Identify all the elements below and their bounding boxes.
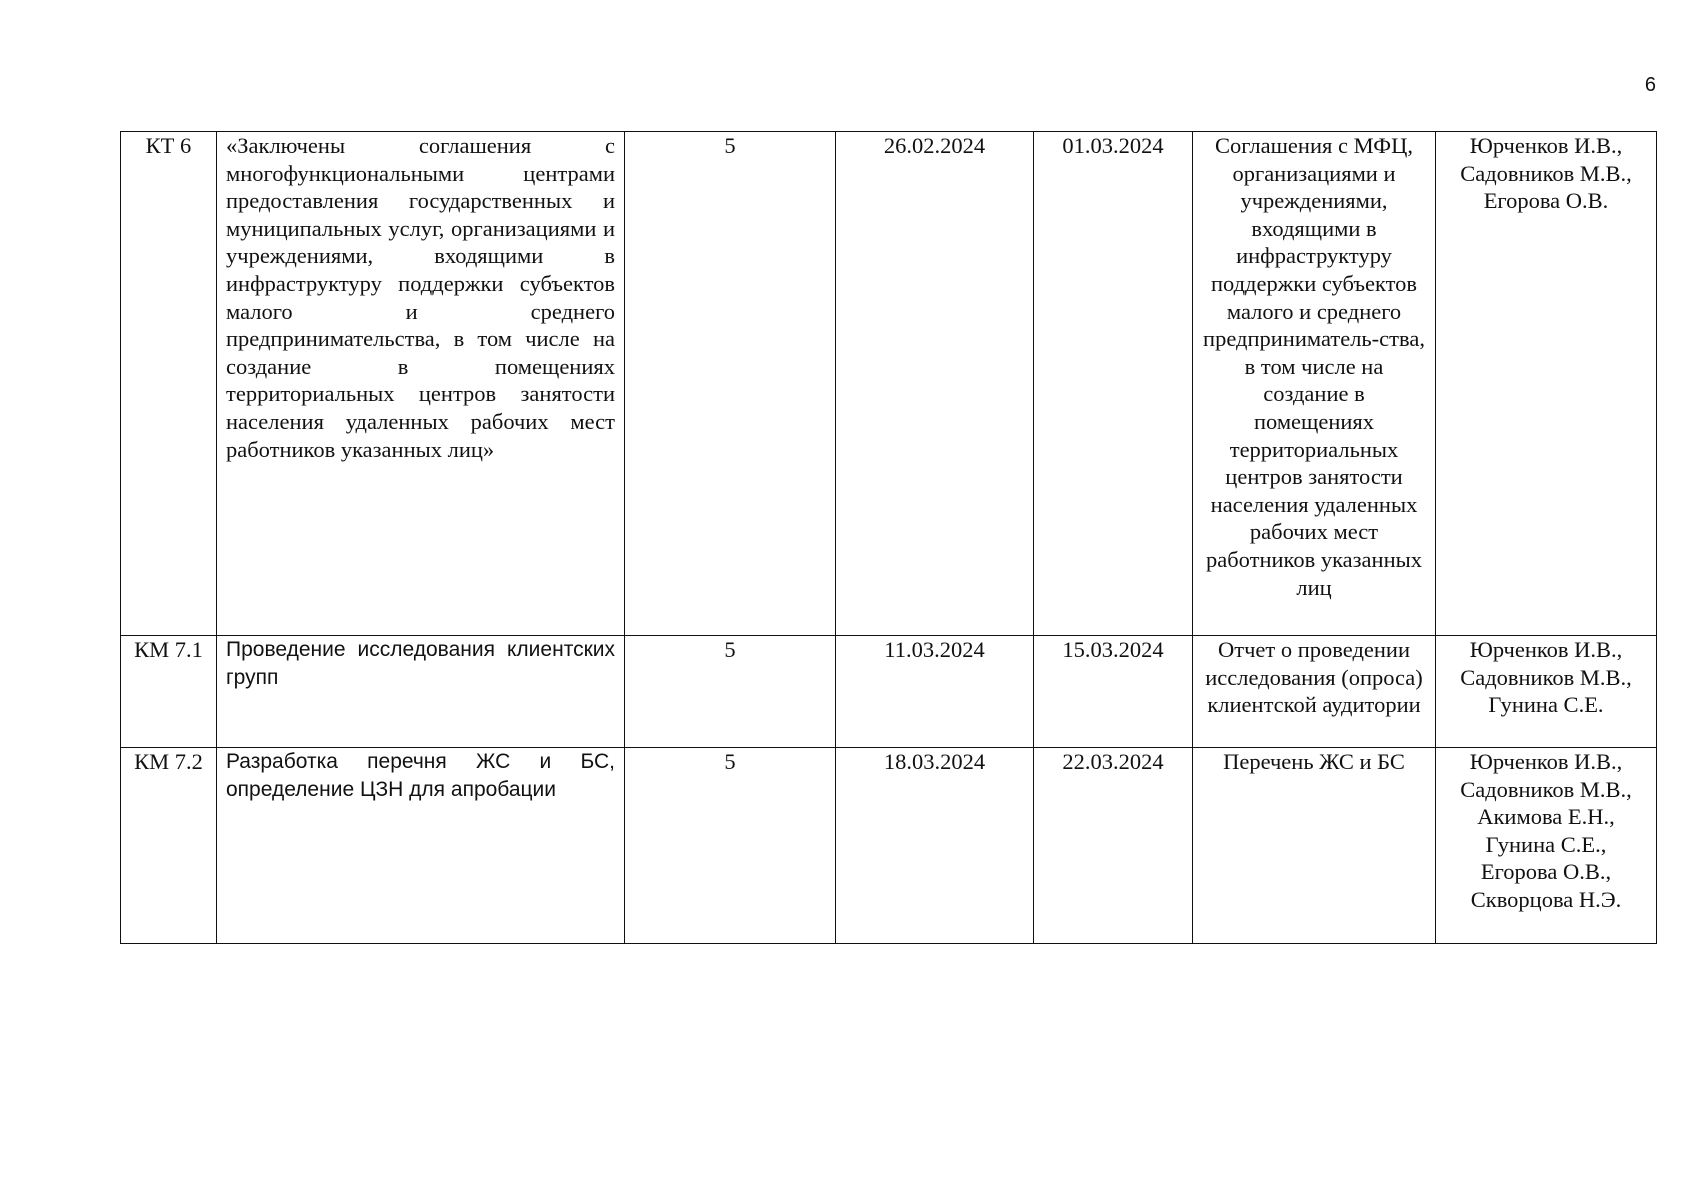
row-end-date: 22.03.2024 — [1034, 748, 1193, 944]
page-number: 6 — [1644, 74, 1656, 96]
table-row — [121, 132, 1657, 636]
row-result: Перечень ЖС и БС — [1193, 748, 1436, 944]
row-responsible: Юрченков И.В., Садовников М.В., Егорова О.В. — [1436, 132, 1657, 636]
row-responsible: Юрченков И.В., Садовников М.В., Гунина С.Е. — [1436, 636, 1657, 748]
row-name: Проведение исследования клиентских групп — [217, 636, 625, 748]
row-end-date: 15.03.2024 — [1034, 636, 1193, 748]
row-start-date: 26.02.2024 — [836, 132, 1034, 636]
row-responsible: Юрченков И.В., Садовников М.В., Акимова Е.Н., Гунина С.Е., Егорова О.В., Скворцова Н.Э. — [1436, 748, 1657, 944]
row-code: КМ 7.1 — [121, 636, 217, 748]
row-start-date: 11.03.2024 — [836, 636, 1034, 748]
row-code: КМ 7.2 — [121, 748, 217, 944]
table-row — [121, 636, 1657, 748]
table-row — [121, 748, 1657, 944]
row-name: «Заключены соглашения с многофункциональными центрами предоставления государственных и муниципальных услуг, организациями и учреждениями, входящими в инфраструктуру поддержки субъектов малого и среднего предпринимательства, в том числе на создание в помещениях территориальных центров занятости населения удаленных рабочих мест работников указанных лиц» — [217, 132, 625, 636]
row-code: КТ 6 — [121, 132, 217, 636]
plan-table — [120, 131, 1657, 944]
row-duration: 5 — [625, 636, 836, 748]
row-end-date: 01.03.2024 — [1034, 132, 1193, 636]
row-duration: 5 — [625, 132, 836, 636]
row-start-date: 18.03.2024 — [836, 748, 1034, 944]
row-result: Отчет о проведении исследования (опроса) клиентской аудитории — [1193, 636, 1436, 748]
row-result: Соглашения с МФЦ, организациями и учреждениями, входящими в инфраструктуру поддержки субъектов малого и среднего предприниматель-ства, в том числе на создание в помещениях территориальных центров занятости населения удаленных рабочих мест работников указанных лиц — [1193, 132, 1436, 636]
row-name: Разработка перечня ЖС и БС, определение ЦЗН для апробации — [217, 748, 625, 944]
row-duration: 5 — [625, 748, 836, 944]
